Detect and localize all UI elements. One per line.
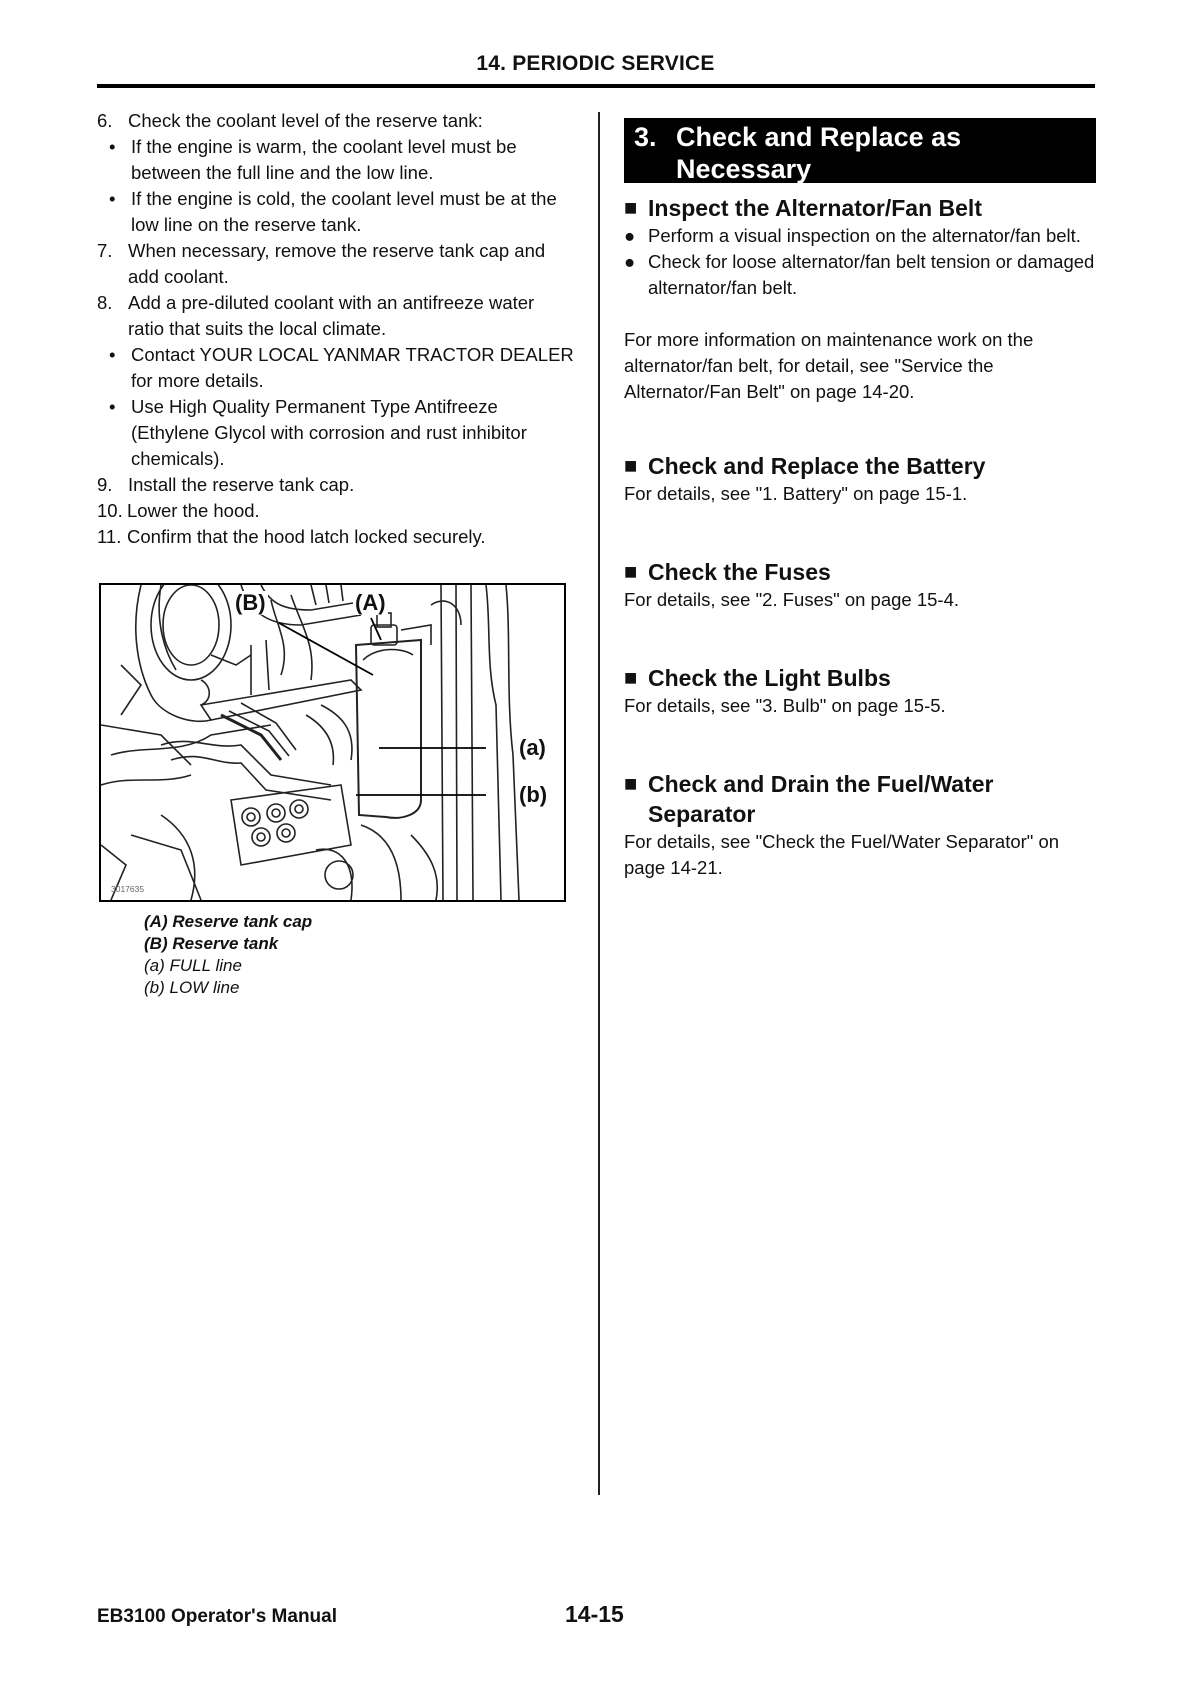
battery-heading: ■ Check and Replace the Battery: [624, 453, 986, 479]
section-title: Check and Replace as Necessary: [676, 122, 962, 184]
fuel-heading: ■ Check and Drain the Fuel/Water Separator: [624, 771, 994, 827]
step-number: 10.: [97, 500, 123, 521]
step-9: [97, 472, 575, 498]
circle-bullet-icon: ●: [624, 225, 636, 246]
left-column: [97, 108, 575, 550]
header-rule: [97, 84, 1095, 88]
list-item: ● Perform a visual inspection on the alternator/fan belt.: [624, 223, 1096, 249]
step-8: [97, 290, 575, 342]
section-banner: [624, 118, 1096, 183]
step-number: 6.: [97, 110, 113, 131]
step-text: Confirm that the hood latch locked securely.: [127, 526, 486, 547]
column-divider: [598, 112, 600, 1495]
bullet-icon: •: [109, 344, 116, 365]
step-10: [97, 498, 575, 524]
list-item: • If the engine is cold, the coolant level must be at the low line on the reserve tank.: [97, 186, 575, 238]
step-11: [97, 524, 575, 550]
figure-id: 3017635: [111, 884, 145, 894]
fuel-text: For details, see "Check the Fuel/Water Separator" on page 14-21.: [624, 831, 1060, 878]
step-7: [97, 238, 575, 290]
step-text: Add a pre-diluted coolant with an antifreeze water ratio that suits the local climate.: [128, 292, 535, 339]
caption-line: (A) Reserve tank cap: [144, 912, 313, 931]
list-item: • Use High Quality Permanent Type Antifreeze (Ethylene Glycol with corrosion and rust inhibitor chemicals).: [97, 394, 575, 472]
alternator-heading: ■ Inspect the Alternator/Fan Belt: [624, 195, 982, 221]
alternator-note: For more information on maintenance work on the alternator/fan belt, for detail, see "Service the Alternator/Fan Belt" on page 14-20.: [624, 329, 1034, 402]
page-header-title: 14. PERIODIC SERVICE: [476, 52, 715, 75]
step-number: 9.: [97, 474, 113, 495]
square-bullet-icon: ■: [624, 195, 638, 220]
section-number: 3.: [634, 122, 657, 152]
step-number: 7.: [97, 240, 113, 261]
figure-label-b: (b): [519, 782, 548, 807]
square-bullet-icon: ■: [624, 453, 638, 478]
figure-label-a: (a): [519, 735, 546, 760]
list-item: ● Check for loose alternator/fan belt tension or damaged alternator/fan belt.: [624, 249, 1096, 301]
step-text: Lower the hood.: [127, 500, 260, 521]
figure-caption: [144, 911, 312, 999]
caption-line: (b) LOW line: [144, 978, 240, 997]
step-6: [97, 108, 575, 134]
step-text: When necessary, remove the reserve tank cap and add coolant.: [128, 240, 546, 287]
caption-line: (a) FULL line: [144, 956, 242, 975]
bulbs-heading: ■ Check the Light Bulbs: [624, 665, 891, 691]
step-text: Install the reserve tank cap.: [128, 474, 355, 495]
battery-text: For details, see "1. Battery" on page 15-1.: [624, 483, 968, 504]
bullet-icon: •: [109, 396, 116, 417]
bullet-icon: •: [109, 136, 116, 157]
step-number: 11.: [97, 526, 122, 547]
fuses-text: For details, see "2. Fuses" on page 15-4.: [624, 589, 960, 610]
list-item: • Contact YOUR LOCAL YANMAR TRACTOR DEALER for more details.: [97, 342, 575, 394]
list-item: • If the engine is warm, the coolant level must be between the full line and the low line.: [97, 134, 575, 186]
right-column: [624, 118, 1096, 881]
caption-line: (B) Reserve tank: [144, 934, 279, 953]
bullet-icon: •: [109, 188, 116, 209]
square-bullet-icon: ■: [624, 559, 638, 584]
figure-label-B: (B): [235, 590, 266, 615]
square-bullet-icon: ■: [624, 665, 638, 690]
bulbs-text: For details, see "3. Bulb" on page 15-5.: [624, 695, 946, 716]
engine-illustration: [101, 585, 564, 900]
engine-reserve-tank-figure: [99, 583, 566, 902]
step-text: Check the coolant level of the reserve tank:: [128, 110, 483, 131]
footer-page-number: 14-15: [565, 1601, 624, 1627]
figure-label-A: (A): [355, 590, 386, 615]
square-bullet-icon: ■: [624, 771, 638, 796]
step-number: 8.: [97, 292, 113, 313]
footer-manual-title: EB3100 Operator's Manual: [97, 1606, 337, 1627]
fuses-heading: ■ Check the Fuses: [624, 559, 831, 585]
circle-bullet-icon: ●: [624, 251, 636, 272]
